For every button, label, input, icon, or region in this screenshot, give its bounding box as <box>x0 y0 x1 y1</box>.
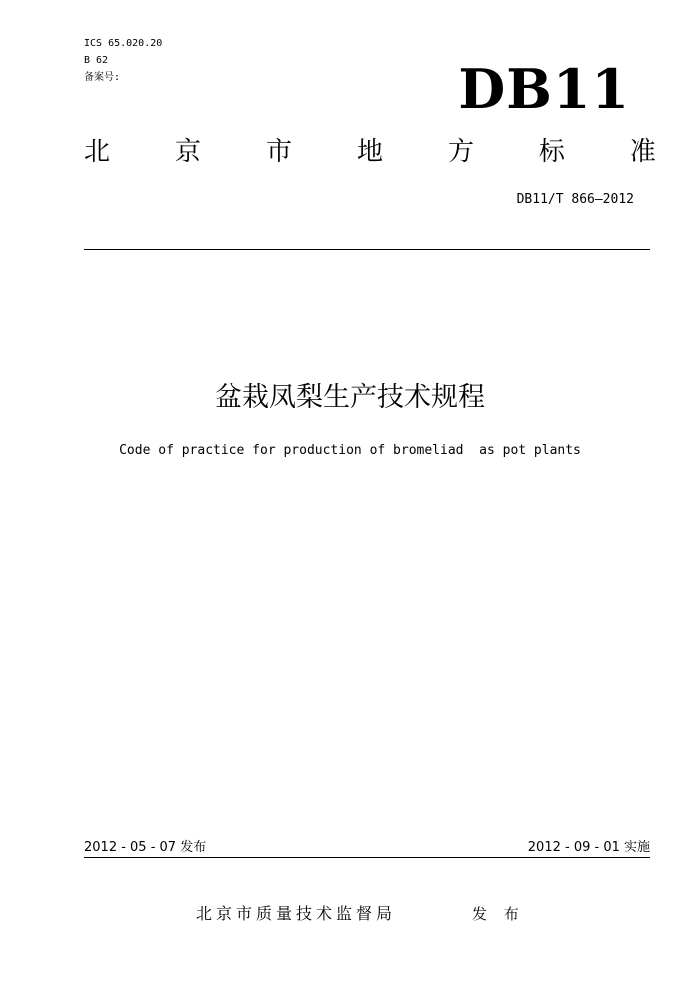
db11-logo: DB11 <box>458 57 630 121</box>
standard-type-char: 方 <box>447 137 474 167</box>
bottom-divider <box>84 857 650 858</box>
standard-type-heading <box>84 132 656 172</box>
issuer-name: 北京市质量技术监督局 <box>196 904 397 923</box>
record-number-label: 备案号: <box>84 72 121 83</box>
title-chinese: 盆栽凤梨生产技术规程 <box>215 382 485 413</box>
standard-type-char: 市 <box>265 137 292 167</box>
top-divider <box>84 249 650 250</box>
implementation-date: 2012 - 09 - 01 实施 <box>527 840 650 855</box>
standard-type-char: 标 <box>538 137 565 167</box>
issuer-action: 发 布 <box>472 905 525 923</box>
standard-type-char: 北 <box>84 137 111 167</box>
classification-code: B 62 <box>84 55 109 66</box>
title-english: Code of practice for production of bromeliad as pot plants <box>119 443 581 458</box>
standard-type-char: 地 <box>356 137 383 167</box>
issue-date: 2012 - 05 - 07 发布 <box>84 840 207 855</box>
ics-code: ICS 65.020.20 <box>84 38 163 49</box>
standard-type-char: 京 <box>174 137 201 167</box>
standard-number: DB11/T 866—2012 <box>516 192 634 207</box>
standard-type-char: 准 <box>629 137 656 167</box>
